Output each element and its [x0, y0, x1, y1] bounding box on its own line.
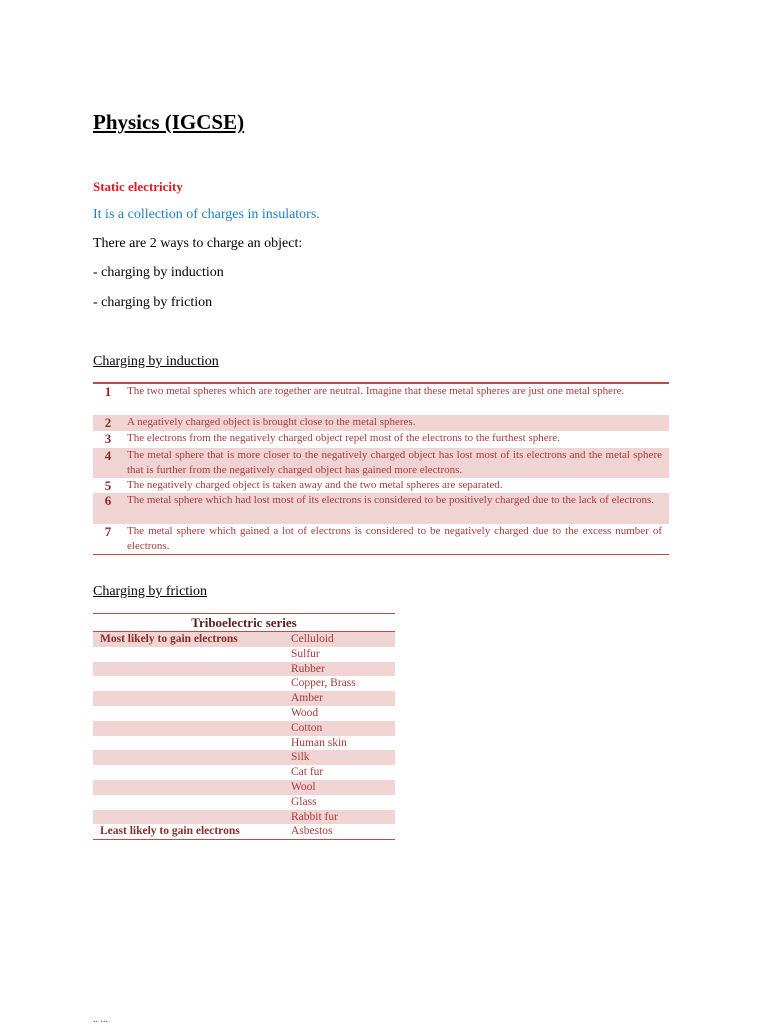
definition-text: It is a collection of charges in insulators. — [93, 207, 320, 222]
row-label — [93, 721, 291, 736]
induction-steps-table — [93, 382, 669, 555]
table-row — [93, 721, 395, 736]
table-row — [93, 647, 395, 662]
table-row — [93, 415, 669, 431]
step-text: The electrons from the negatively charged object repel most of the electrons to the furthest sphere. — [127, 432, 560, 444]
table-row — [93, 824, 395, 839]
table-row — [93, 750, 395, 765]
step-text: The two metal spheres which are together are neutral. Imagine that these metal spheres are just one metal sphere. — [127, 385, 625, 397]
material: Rubber — [291, 662, 325, 675]
footer-text: .. ... — [93, 1014, 108, 1025]
table-row — [93, 632, 395, 647]
material: Asbestos — [291, 825, 333, 838]
material: Rabbit fur — [291, 810, 338, 823]
induction-heading: Charging by induction — [93, 354, 219, 369]
table-row — [93, 765, 395, 780]
step-text: The metal sphere which gained a lot of electrons is considered to be negatively charged due to the excess number of electrons. — [127, 525, 662, 552]
step-number: 2 — [104, 415, 112, 430]
material: Glass — [291, 795, 317, 808]
material: Celluloid — [291, 633, 334, 645]
table-row — [93, 691, 395, 706]
table-row — [93, 524, 669, 554]
table-row — [93, 662, 395, 677]
section-heading-static-electricity: Static electricity — [93, 179, 183, 194]
table-row — [93, 706, 395, 721]
table-row — [93, 676, 395, 691]
step-number: 3 — [104, 431, 112, 446]
page-title: Physics (IGCSE) — [93, 110, 245, 134]
material: Cotton — [291, 721, 323, 734]
step-text: The metal sphere which had lost most of its electrons is considered to be positively charged due to the lack of electrons. — [127, 494, 655, 506]
row-label — [93, 750, 291, 765]
step-number: 6 — [104, 493, 112, 508]
row-label — [93, 647, 291, 662]
step-text: The metal sphere that is more closer to the negatively charged object has lost most of its electrons and the metal sphere that is further from the negatively charged object has gained more electrons. — [127, 449, 662, 476]
table-row — [93, 493, 669, 524]
intro-text: There are 2 ways to charge an object: — [93, 236, 303, 251]
table-row — [93, 736, 395, 751]
triboelectric-series-table — [93, 613, 395, 840]
step-number: 1 — [104, 384, 112, 399]
row-label — [93, 676, 291, 691]
table-row — [93, 810, 395, 825]
table-row — [93, 384, 669, 415]
material: Silk — [291, 751, 310, 764]
step-number: 7 — [104, 524, 112, 539]
step-number: 4 — [104, 448, 112, 463]
row-label — [93, 691, 291, 706]
material: Wool — [291, 780, 316, 793]
table-title: Triboelectric series — [93, 614, 395, 632]
table-row — [93, 795, 395, 810]
method-item-friction: - charging by friction — [93, 295, 213, 310]
material: Sulfur — [291, 647, 320, 660]
row-label — [93, 706, 291, 721]
material: Cat fur — [291, 766, 324, 779]
step-text: The negatively charged object is taken away and the two metal spheres are separated. — [127, 479, 503, 491]
material: Human skin — [291, 736, 347, 749]
row-label: Least likely to gain electrons — [100, 825, 240, 838]
table-row — [93, 780, 395, 795]
material: Wood — [291, 706, 319, 719]
table-row — [93, 478, 669, 493]
table-row — [93, 431, 669, 448]
row-label — [93, 765, 291, 780]
row-label — [93, 810, 291, 825]
row-label — [93, 662, 291, 677]
row-label — [93, 736, 291, 751]
step-text: A negatively charged object is brought close to the metal spheres. — [127, 416, 416, 428]
row-label — [93, 780, 291, 795]
method-item-induction: - charging by induction — [93, 265, 224, 280]
friction-heading: Charging by friction — [93, 584, 208, 599]
row-label: Most likely to gain electrons — [100, 633, 238, 645]
material: Amber — [291, 692, 323, 705]
material: Copper, Brass — [291, 677, 356, 690]
row-label — [93, 795, 291, 810]
table-row — [93, 448, 669, 478]
step-number: 5 — [104, 478, 112, 493]
